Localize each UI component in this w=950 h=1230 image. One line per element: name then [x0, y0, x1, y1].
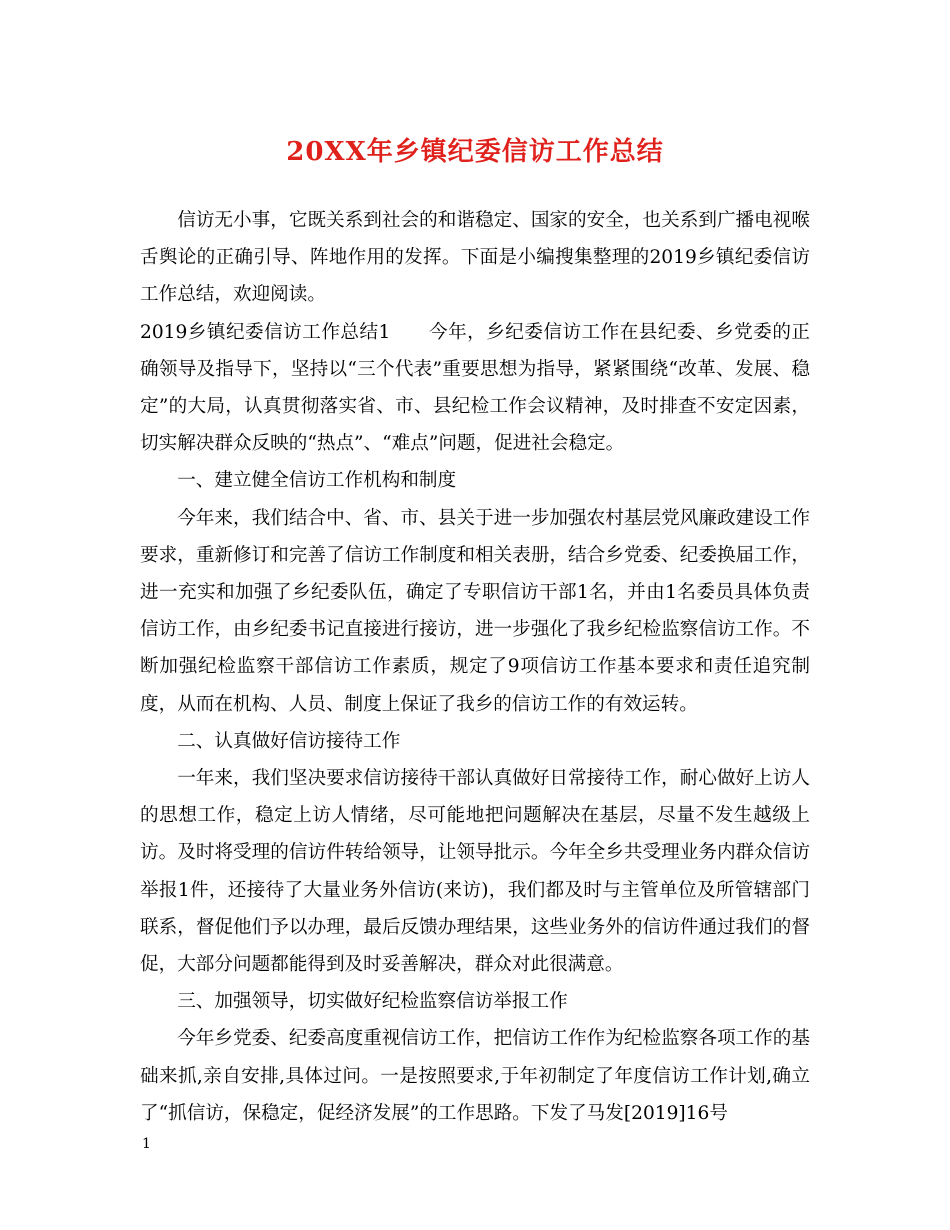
page-number: 1 [142, 1136, 151, 1152]
document-body [140, 202, 810, 1132]
intro-paragraph: 信访无小事，它既关系到社会的和谐稳定、国家的安全，也关系到广播电视喉舌舆论的正确引导、阵地作用的发挥。下面是小编搜集整理的2019乡镇纪委信访工作总结，欢迎阅读。 [140, 210, 810, 306]
section-heading-3: 三、加强领导，切实做好纪检监察信访举报工作 [177, 991, 568, 1013]
section-heading-2: 二、认真做好信访接待工作 [177, 730, 401, 752]
document-title: 20XX年乡镇纪委信访工作总结 [286, 137, 664, 167]
summary-paragraph: 2019乡镇纪委信访工作总结1 今年，乡纪委信访工作在县纪委、乡党委的正确领导及指导下，坚持以“三个代表”重要思想为指导，紧紧围绕“改革、发展、稳定”的大局，认真贯彻落实省、市、县纪检工作会议精神，及时排查不安定因素，切实解决群众反映的“热点”、“难点”问题，促进社会稳定。 [140, 321, 810, 455]
section-paragraph-3: 今年乡党委、纪委高度重视信访工作，把信访工作作为纪检监察各项工作的基础来抓,亲自安排,具体过问。一是按照要求,于年初制定了年度信访工作计划,确立了“抓信访，保稳定，促经济发展”的工作思路。下发了马发[2019]16号 [140, 1028, 810, 1124]
section-heading-1: 一、建立健全信访工作机构和制度 [177, 470, 457, 492]
section-paragraph-2: 一年来，我们坚决要求信访接待干部认真做好日常接待工作，耐心做好上访人的思想工作，稳定上访人情绪，尽可能地把问题解决在基层，尽量不发生越级上访。及时将受理的信访件转给领导，让领导批示。今年全乡共受理业务内群众信访举报1件，还接待了大量业务外信访(来访)，我们都及时与主管单位及所管辖部门联系，督促他们予以办理，最后反馈办理结果，这些业务外的信访件通过我们的督促，大部分问题都能得到及时妥善解决，群众对此很满意。 [140, 768, 810, 976]
section-paragraph-1: 今年来，我们结合中、省、市、县关于进一步加强农村基层党风廉政建设工作要求，重新修订和完善了信访工作制度和相关表册，结合乡党委、纪委换届工作，进一充实和加强了乡纪委队伍，确定了专职信访干部1名，并由1名委员具体负责信访工作，由乡纪委书记直接进行接访，进一步强化了我乡纪检监察信访工作。不断加强纪检监察干部信访工作素质，规定了9项信访工作基本要求和责任追究制度，从而在机构、人员、制度上保证了我乡的信访工作的有效运转。 [140, 507, 810, 715]
